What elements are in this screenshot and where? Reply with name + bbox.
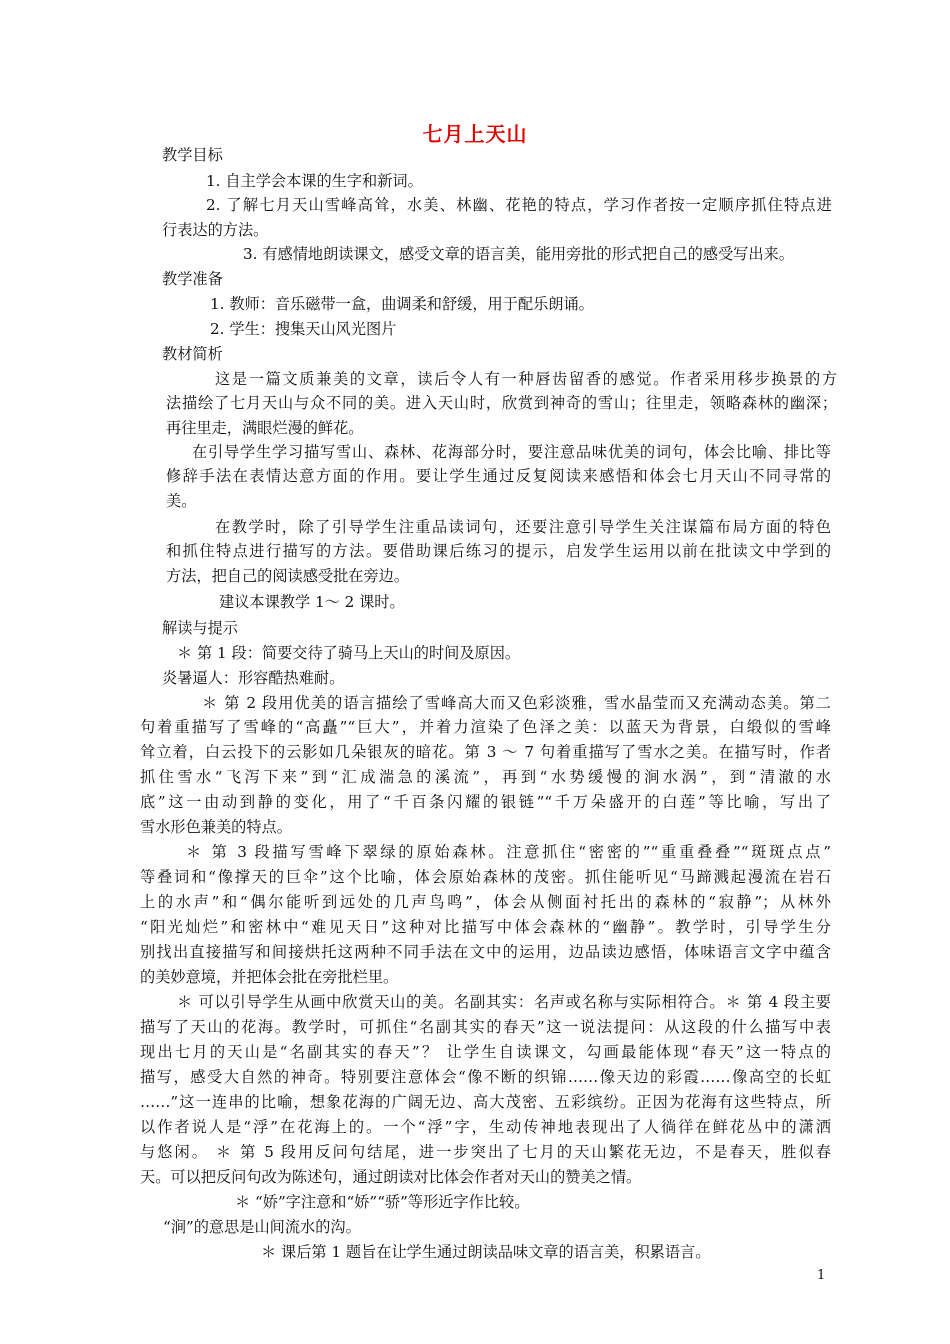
tip-para-2-line-2: 句着重描写了雪峰的“高矗”“巨大”，并着力渲染了色泽之美：以蓝天为背景，白缎似的雪峰 xyxy=(140,718,831,736)
goal-1: 1. 自主学会本课的生字和新词。 xyxy=(206,172,423,190)
analysis-p2-line-1: 在引导学生学习描写雪山、森林、花海部分时，要注意品味优美的词句，体会比喻、排比等 xyxy=(192,443,831,461)
goal-2-line-1: 2. 了解七月天山雪峰高耸，水美、林幽、花艳的特点，学习作者按一定顺序抓住特点进 xyxy=(206,196,832,214)
tip-para-3-line-4: “阳光灿烂”和密林中“难见天日”这种对比描写中体会森林的“幽静”。教学时，引导学生分 xyxy=(140,918,831,936)
tip-para-3-line-1: ＊ 第 3 段描写雪峰下翠绿的原始森林。注意抓住“密密的”“重重叠叠”“斑斑点点” xyxy=(186,843,831,861)
tip-para-2-line-4: 抓住雪水“飞泻下来”到“汇成湍急的溪流”，再到“水势缓慢的涧水涡”，到“清澈的水 xyxy=(140,768,831,786)
tip-para-4-line-4: 描写，感受大自然的神奇。特别要注意体会“像不断的织锦……像天边的彩霞……像高空的长虹 xyxy=(140,1068,831,1086)
tip-exercise-1: ＊ 课后第 1 题旨在让学生通过朗读品味文章的语言美，积累语言。 xyxy=(261,1243,711,1261)
analysis-p2-line-3: 美。 xyxy=(166,492,197,510)
goal-3: 3. 有感情地朗读课文，感受文章的语言美，能用旁批的形式把自己的感受写出来。 xyxy=(243,245,794,263)
analysis-p3-line-3: 方法，把自己的阅读感受批在旁边。 xyxy=(166,567,409,585)
analysis-p1-line-3: 再往里走，满眼烂漫的鲜花。 xyxy=(166,419,364,437)
tip-para-3-line-6: 的美妙意境，并把体会批在旁批栏里。 xyxy=(140,968,399,986)
analysis-p3-line-2: 和抓住特点进行描写的方法。要借助课后练习的提示，启发学生运用以前在批读文中学到的 xyxy=(166,542,831,560)
heading-reading-tips: 解读与提示 xyxy=(162,619,238,637)
tip-para-2-line-3: 耸立着，白云投下的云影如几朵银灰的暗花。第 3 ～ 7 句着重描写了雪水之美。在描写时，作者 xyxy=(140,743,831,761)
tip-para-4-line-7: 与悠闲。 ＊ 第 5 段用反问句结尾，进一步突出了七月的天山繁花无边，不是春天，胜似春 xyxy=(140,1143,831,1161)
tip-para-4-line-8: 天。可以把反问句改为陈述句，通过朗读对比体会作者对天山的赞美之情。 xyxy=(140,1168,642,1186)
tip-para-2-line-1: ＊ 第 2 段用优美的语言描绘了雪峰高大而又色彩淡雅，雪水晶莹而又充满动态美。第二 xyxy=(202,694,831,712)
page-number: 1 xyxy=(817,1268,826,1283)
tip-para-4-line-5: ……”这一连串的比喻，想象花海的广阔无边、高大茂密、五彩缤纷。正因为花海有这些特点，所 xyxy=(140,1093,831,1111)
tip-para-4-line-2: 描写了天山的花海。教学时，可抓住“名副其实的春天”这一说法提问：从这段的什么描写中表 xyxy=(140,1018,831,1036)
analysis-p1-line-2: 法描绘了七月天山与众不同的美。进入天山时，欣赏到神奇的雪山；往里走，领略森林的幽深； xyxy=(166,394,837,412)
tip-word-jian: “涧”的意思是山间流水的沟。 xyxy=(163,1218,361,1236)
heading-teaching-prep: 教学准备 xyxy=(162,270,223,288)
tip-para-4-line-1: ＊ 可以引导学生从画中欣赏天山的美。名副其实：名声或名称与实际相符合。＊ 第 4 段主要 xyxy=(177,993,831,1011)
heading-teaching-goals: 教学目标 xyxy=(162,146,223,164)
tip-para-4-line-6: 以作者说人是“浮”在花海上的。一个“浮”字，生动传神地表现出了人徜徉在鲜花丛中的潇洒 xyxy=(140,1118,831,1136)
prep-2: 2. 学生：搜集天山风光图片 xyxy=(210,320,397,338)
analysis-p3-line-1: 在教学时，除了引导学生注重品读词句，还要注意引导学生关注谋篇布局方面的特色 xyxy=(215,518,831,536)
tip-char-compare: ＊ “娇”字注意和“娇”“骄”等形近字作比较。 xyxy=(235,1193,530,1211)
tip-para-2-line-6: 雪水形色兼美的特点。 xyxy=(140,818,292,836)
suggested-hours: 建议本课教学 1～ 2 课时。 xyxy=(219,593,405,611)
tip-para-3-line-2: 等叠词和“像撑天的巨伞”这个比喻，体会原始森林的茂密。抓住能听见“马蹄溅起漫流在岩石 xyxy=(140,868,831,886)
document-title: 七月上天山 xyxy=(422,122,528,146)
tip-para-3-line-3: 上的水声”和“偶尔能听到远处的几声鸟鸣”，体会从侧面衬托出的森林的“寂静”；从林外 xyxy=(140,893,831,911)
tip-para-3-line-5: 别找出直接描写和间接烘托这两种不同手法在文中的运用，边品读边感悟，体味语言文字中蕴含 xyxy=(140,943,831,961)
tip-para-4-line-3: 现出七月的天山是“名副其实的春天”？ 让学生自读课文，勾画最能体现“春天”这一特点的 xyxy=(140,1043,831,1061)
tip-para-2-line-5: 底”这一由动到静的变化，用了“千百条闪耀的银链”“千万朵盛开的白莲”等比喻，写出了 xyxy=(140,793,831,811)
heading-material-analysis: 教材简析 xyxy=(162,345,223,363)
analysis-p1-line-1: 这是一篇文质兼美的文章，读后令人有一种唇齿留香的感觉。作者采用移步换景的方 xyxy=(215,370,837,388)
tip-para-1: ＊ 第 1 段：简要交待了骑马上天山的时间及原因。 xyxy=(177,644,521,662)
tip-word-1: 炎暑逼人：形容酷热难耐。 xyxy=(162,669,345,687)
prep-1: 1. 教师：音乐磁带一盒，曲调柔和舒缓，用于配乐朗诵。 xyxy=(210,295,594,313)
analysis-p2-line-2: 修辞手法在表情达意方面的作用。要让学生通过反复阅读来感悟和体会七月天山不同寻常的 xyxy=(166,467,831,485)
goal-2-line-2: 行表达的方法。 xyxy=(162,221,269,239)
